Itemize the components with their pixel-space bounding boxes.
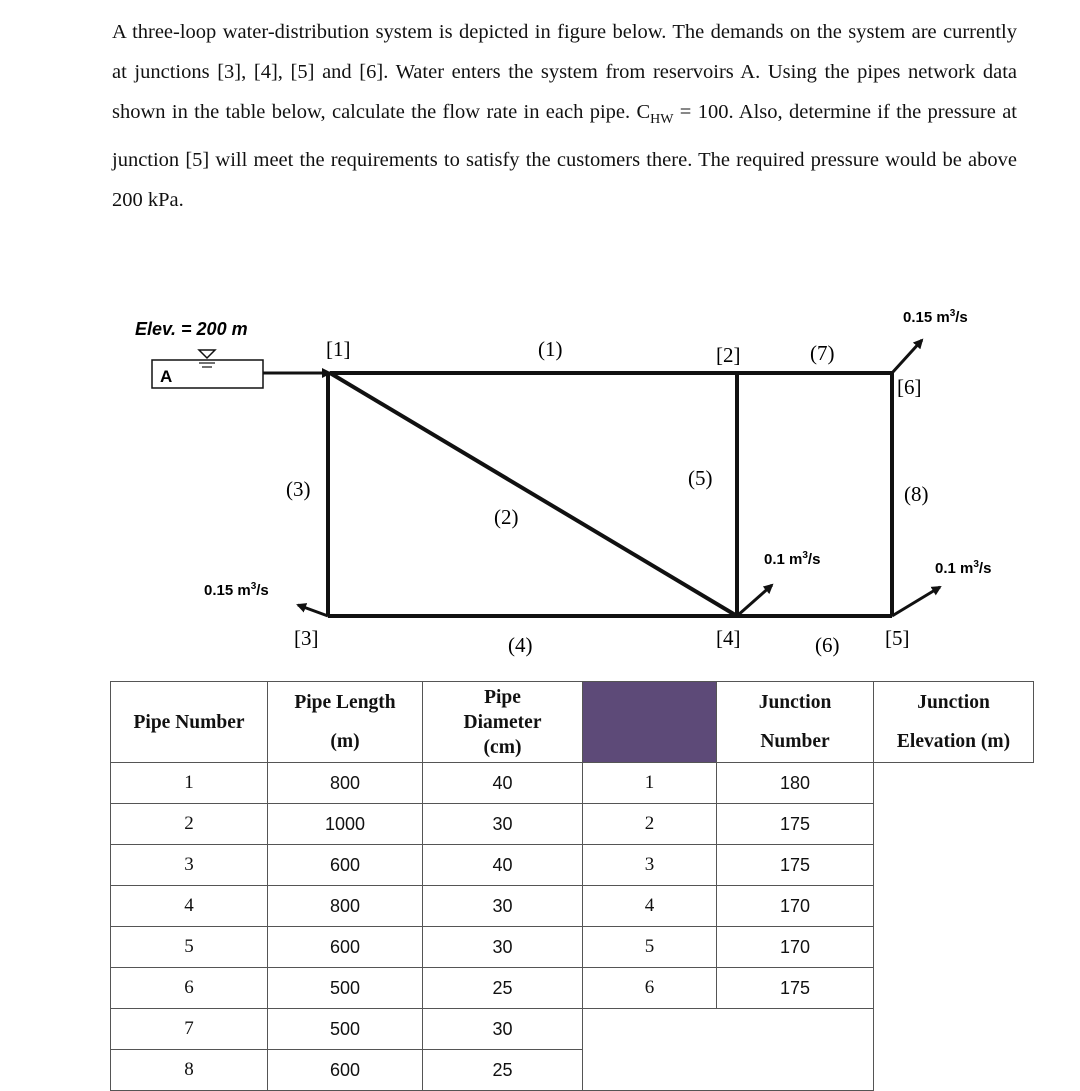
pipe-diameter-cell: 40 [423,763,583,804]
pipe-number-cell: 8 [111,1050,268,1091]
junction-elevation-cell: 170 [717,927,874,968]
pipe-diameter-cell: 30 [423,886,583,927]
pipe-diameter-cell: 40 [423,845,583,886]
junction-number-cell: 5 [583,927,717,968]
table-row [111,1050,1034,1091]
table-row [111,968,1034,1009]
pipe-label-8: (8) [904,482,929,506]
pipe-number-cell: 5 [111,927,268,968]
water-level-icon [199,350,215,358]
empty-cell [583,1009,874,1091]
junction-elevation-cell: 175 [717,968,874,1009]
pipe-number-cell: 2 [111,804,268,845]
table-row [111,927,1034,968]
chw-subscript: HW [650,112,674,128]
pipe-label-3: (3) [286,477,311,501]
demand-arrow-j4 [737,585,772,616]
junction-number-cell: 6 [583,968,717,1009]
junction-elevation-cell: 175 [717,804,874,845]
demand-label-j4: 0.1 $m^3/s$ [764,550,821,568]
demand-label-j3: 0.15 $m^3/s$ [204,581,269,599]
problem-text-part-1: A three-loop water-distribution system is depicted in figure below. The demands on the system are currently at junctions [3], [4], [5] and [6]. Water enters the system from reservoirs A. Using the pipes network data shown in the table below, calculate the flow rate in each pipe. C [112,21,1017,123]
pipe-diameter-cell: 30 [423,1009,583,1050]
demand-label-j6: 0.15 $m^3/s$ [903,308,968,326]
junction-label-4: [4] [716,626,741,650]
problem-paragraph [112,12,1017,220]
header-junction-elevation: Junction Elevation (m) [874,682,1034,763]
pipe-label-7: (7) [810,341,835,365]
pipe-number-cell: 4 [111,886,268,927]
problem-text-part-2: = 100. Also, determine if the pressure at junction [5] will meet the requirements to satisfy the customers there. The required pressure would be above 200 kPa. [112,101,1017,212]
junction-label-1: [1] [326,337,351,361]
junction-number-cell: 2 [583,804,717,845]
pipes [263,373,892,616]
reservoir [135,319,263,388]
pipe-length-cell: 600 [268,1050,423,1091]
header-junction-number: Junction Number [717,682,874,763]
pipe-label-2: (2) [494,505,519,529]
highlight-block [583,682,717,763]
reservoir-label: A [160,367,173,386]
demand-arrow-j6 [892,340,922,373]
pipe-label-5: (5) [688,466,713,490]
pipe-label-4: (4) [508,633,533,657]
table-row [111,1009,1034,1050]
junction-label-5: [5] [885,626,910,650]
pipe-network-diagram [0,290,1080,675]
pipe-diameter-cell: 25 [423,1050,583,1091]
table-row [111,804,1034,845]
network-data-table [110,681,1034,1091]
pipe-length-cell: 500 [268,968,423,1009]
table-header-row [111,682,1034,763]
pipe-label-1: (1) [538,337,563,361]
pipe-length-cell: 500 [268,1009,423,1050]
junction-number-cell: 4 [583,886,717,927]
demand-arrows [298,340,940,616]
table-row [111,763,1034,804]
pipe-number-cell: 7 [111,1009,268,1050]
pipe-diameter-cell: 30 [423,804,583,845]
pipe-2 [330,373,737,616]
junction-elevation-cell: 175 [717,845,874,886]
pipe-length-cell: 800 [268,763,423,804]
pipe-number-cell: 1 [111,763,268,804]
problem-statement [112,12,1017,220]
pipe-length-cell: 600 [268,927,423,968]
junction-elevation-cell: 170 [717,886,874,927]
demand-arrow-j3 [298,605,328,616]
pipe-number-cell: 6 [111,968,268,1009]
table-row [111,886,1034,927]
junction-label-6: [6] [897,375,922,399]
junction-label-2: [2] [716,343,741,367]
demand-label-j5: 0.1 $m^3/s$ [935,559,992,577]
demand-labels [204,308,991,599]
junction-number-cell: 3 [583,845,717,886]
pipe-length-cell: 1000 [268,804,423,845]
pipe-label-6: (6) [815,633,840,657]
pipe-diameter-cell: 30 [423,927,583,968]
table-row [111,845,1034,886]
pipe-number-cell: 3 [111,845,268,886]
header-pipe-number: Pipe Number [111,682,268,763]
junction-labels [294,337,922,650]
reservoir-elevation: Elev. = 200 m [135,319,248,339]
header-pipe-diameter: Pipe Diameter (cm) [423,682,583,763]
junction-elevation-cell: 180 [717,763,874,804]
demand-arrow-j5 [892,587,940,616]
pipe-length-cell: 600 [268,845,423,886]
header-pipe-length: Pipe Length (m) [268,682,423,763]
pipe-diameter-cell: 25 [423,968,583,1009]
junction-label-3: [3] [294,626,319,650]
pipe-length-cell: 800 [268,886,423,927]
pipe-labels [286,337,929,657]
junction-number-cell: 1 [583,763,717,804]
